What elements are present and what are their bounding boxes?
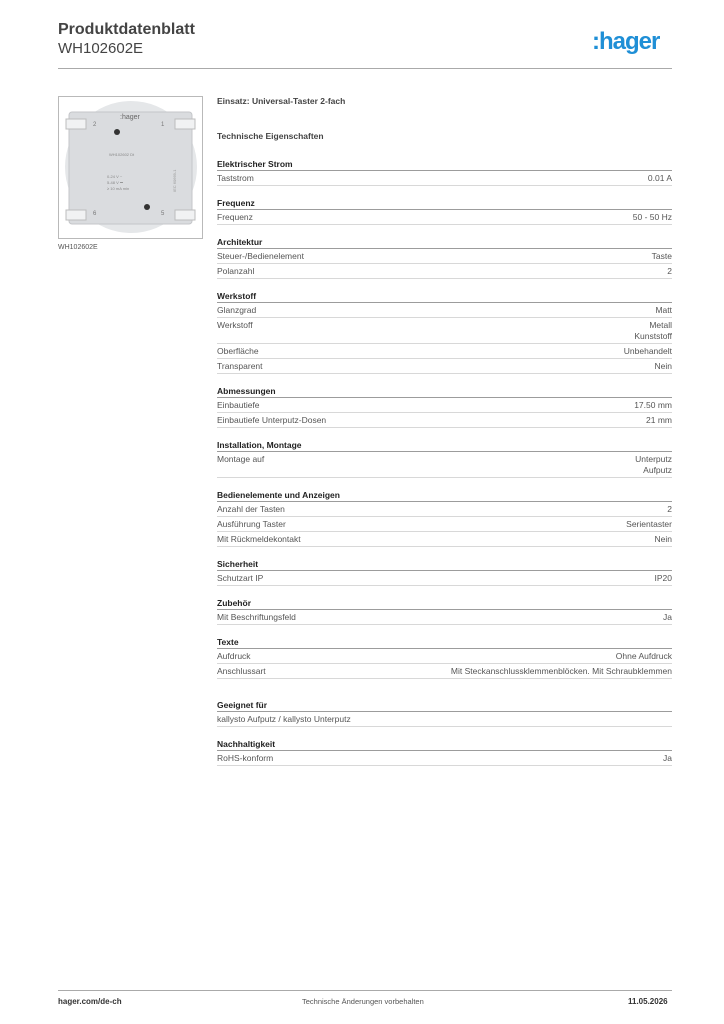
spec-label: Montage auf [217, 454, 265, 464]
tech-props-heading: Technische Eigenschaften [217, 131, 324, 141]
footer-notice: Technische Änderungen vorbehalten [302, 997, 424, 1006]
spec-section [217, 197, 672, 225]
spec-section [217, 489, 672, 547]
spec-label: Ausführung Taster [217, 519, 286, 529]
section-title: Nachhaltigkeit [217, 738, 672, 751]
spec-row [217, 249, 672, 264]
spec-label: Aufdruck [217, 651, 251, 661]
spec-value: 2 [667, 504, 672, 514]
section-title: Werkstoff [217, 290, 672, 303]
spec-value: Ja [663, 612, 672, 622]
spec-label: Einbautiefe [217, 400, 260, 410]
spec-row [217, 517, 672, 532]
product-photo [59, 97, 202, 238]
svg-text:5-48 V ⎓: 5-48 V ⎓ [107, 180, 124, 185]
product-caption: WH102602E [58, 244, 98, 251]
svg-text:≥ 10 mA min: ≥ 10 mA min [107, 186, 130, 191]
spec-row [217, 532, 672, 547]
spec-label: Mit Beschriftungsfeld [217, 612, 296, 622]
section-title: Texte [217, 636, 672, 649]
spec-row [217, 664, 672, 679]
spec-value: Mit Steckanschlussklemmenblöcken. Mit Schraubklemmen [450, 666, 672, 676]
svg-text:1: 1 [161, 122, 165, 128]
svg-text::hager: :hager [120, 114, 140, 121]
spec-row [217, 502, 672, 517]
spec-label: Frequenz [217, 212, 253, 222]
spec-value: IP20 [654, 573, 672, 583]
spec-value: Ja [663, 753, 672, 763]
section-title: Abmessungen [217, 385, 672, 398]
spec-row [217, 171, 672, 186]
section-title: Elektrischer Strom [217, 158, 672, 171]
spec-label: Taststrom [217, 173, 254, 183]
section-title: Zubehör [217, 597, 672, 610]
spec-section [217, 738, 672, 766]
spec-value: 0.01 A [647, 173, 672, 183]
spec-sections [217, 158, 672, 766]
spec-label: Transparent [217, 361, 263, 371]
spec-row [217, 571, 672, 586]
spec-section [217, 439, 672, 478]
spec-section [217, 636, 672, 679]
svg-text:IEC 60669-1: IEC 60669-1 [172, 169, 177, 192]
spec-section [217, 558, 672, 586]
page-title: Produktdatenblatt [58, 21, 195, 38]
footer-website-link[interactable]: hager.com/de-ch [58, 997, 122, 1006]
spec-row [217, 712, 672, 727]
spec-section [217, 290, 672, 374]
insert-heading: Einsatz: Universal-Taster 2-fach [217, 96, 346, 106]
spec-row [217, 318, 672, 344]
svg-text:6: 6 [93, 211, 97, 217]
spec-value: 2 [667, 266, 672, 276]
spec-label: Polanzahl [217, 266, 255, 276]
article-number: WH102602E [58, 40, 144, 57]
spec-value: Nein [654, 534, 672, 544]
spec-row [217, 413, 672, 428]
section-title: Architektur [217, 236, 672, 249]
spec-row [217, 264, 672, 279]
spec-label: RoHS-konform [217, 753, 274, 763]
spec-value: 50 - 50 Hz [632, 212, 672, 222]
spec-section [217, 158, 672, 186]
spec-label: Anschlussart [217, 666, 266, 676]
spec-label: Schutzart IP [217, 573, 264, 583]
svg-text:0-24 V ~: 0-24 V ~ [107, 174, 123, 179]
spec-value: 21 mm [646, 415, 672, 425]
spec-value: Matt [655, 305, 672, 315]
spec-section [217, 699, 672, 727]
spec-label: Oberfläche [217, 346, 259, 356]
spec-row [217, 649, 672, 664]
spec-label: kallysto Aufputz / kallysto Unterputz [217, 714, 351, 724]
hager-logo [592, 29, 674, 55]
spec-value: Metall Kunststoff [634, 320, 672, 341]
spec-label: Werkstoff [217, 320, 253, 330]
svg-text:5: 5 [161, 211, 165, 217]
svg-text:WH102602 Dt: WH102602 Dt [109, 152, 135, 157]
spec-row [217, 210, 672, 225]
spec-row [217, 398, 672, 413]
spec-label: Anzahl der Tasten [217, 504, 285, 514]
spec-row [217, 751, 672, 766]
spec-row [217, 452, 672, 478]
spec-value: Serientaster [626, 519, 672, 529]
section-title: Geeignet für [217, 699, 672, 712]
svg-text:2: 2 [93, 122, 97, 128]
spec-label: Steuer-/Bedienelement [217, 251, 304, 261]
spec-row [217, 610, 672, 625]
spec-row [217, 303, 672, 318]
section-title: Bedienelemente und Anzeigen [217, 489, 672, 502]
spec-value: Unbehandelt [623, 346, 672, 356]
spec-value: Ohne Aufdruck [615, 651, 672, 661]
section-title: Sicherheit [217, 558, 672, 571]
spec-value: Taste [651, 251, 672, 261]
spec-row [217, 344, 672, 359]
spec-section [217, 236, 672, 279]
svg-text::hager: :hager [592, 29, 660, 55]
spec-value: Nein [654, 361, 672, 371]
product-image [58, 96, 203, 239]
section-title: Installation, Montage [217, 439, 672, 452]
header-divider [58, 68, 672, 69]
footer-divider [58, 990, 672, 991]
spec-label: Mit Rückmeldekontakt [217, 534, 301, 544]
spec-section [217, 597, 672, 625]
spec-content [217, 96, 672, 777]
spec-label: Einbautiefe Unterputz-Dosen [217, 415, 327, 425]
spec-section [217, 385, 672, 428]
spec-value: 17.50 mm [634, 400, 672, 410]
spec-row [217, 359, 672, 374]
spec-value: Unterputz Aufputz [635, 454, 672, 475]
spec-label: Glanzgrad [217, 305, 257, 315]
section-title: Frequenz [217, 197, 672, 210]
footer-date: 11.05.2026 [628, 997, 668, 1006]
